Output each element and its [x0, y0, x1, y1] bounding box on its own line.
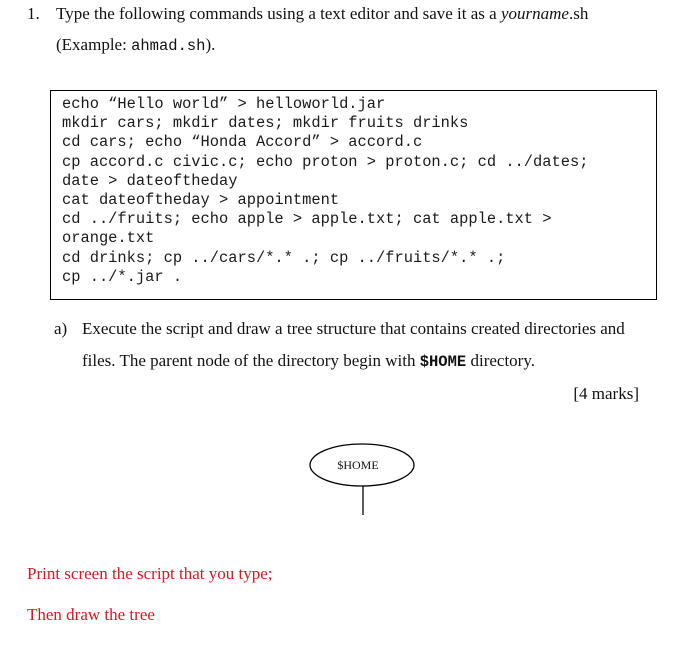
script-line: cd drinks; cp ../cars/*.* .; cp ../fruits/*.* .; [62, 248, 506, 267]
script-lines [62, 95, 588, 287]
instruction-draw-tree: Then draw the tree [27, 605, 155, 624]
root-node-label: $HOME [337, 458, 379, 472]
script-line: mkdir cars; mkdir dates; mkdir fruits drinks [62, 114, 469, 133]
question-text [56, 4, 588, 24]
script-line: echo “Hello world” > helloworld.jar [62, 95, 386, 113]
question-number: 1. [27, 4, 40, 23]
script-line: cd ../fruits; echo apple > apple.txt; cat apple.txt > [62, 210, 552, 229]
subquestion-line2-suffix: directory. [466, 351, 535, 370]
marks-label: [4 marks] [573, 384, 639, 403]
instruction-print-screen: Print screen the script that you type; [27, 564, 273, 583]
subquestion-text-line1: Execute the script and draw a tree structure that contains created directories and [82, 319, 625, 338]
example-close: ). [205, 35, 216, 54]
home-keyword: $HOME [419, 353, 467, 371]
question-text-suffix: .sh [568, 4, 589, 23]
script-line: cp accord.c civic.c; echo proton > proton.c; cd ../dates; [62, 152, 589, 171]
subquestion-line2-prefix: files. The parent node of the directory begin with [82, 351, 420, 370]
subquestion-text-line2 [82, 351, 535, 372]
tree-diagram [300, 440, 430, 520]
question-example [56, 35, 215, 56]
example-filename: ahmad.sh [131, 37, 206, 55]
script-line: cat dateoftheday > appointment [62, 190, 340, 209]
script-line: cd cars; echo “Honda Accord” > accord.c [62, 133, 423, 152]
script-code-box [50, 90, 657, 300]
question-text-prefix: Type the following commands using a text editor and save it as a [56, 4, 501, 23]
script-line: date > dateoftheday [62, 171, 238, 190]
script-line: cp ../*.jar . [62, 267, 183, 286]
script-line: orange.txt [62, 229, 155, 248]
subquestion-label: a) [54, 319, 68, 338]
example-open: (Example: [56, 35, 132, 54]
question-text-italic: yourname [500, 4, 569, 23]
